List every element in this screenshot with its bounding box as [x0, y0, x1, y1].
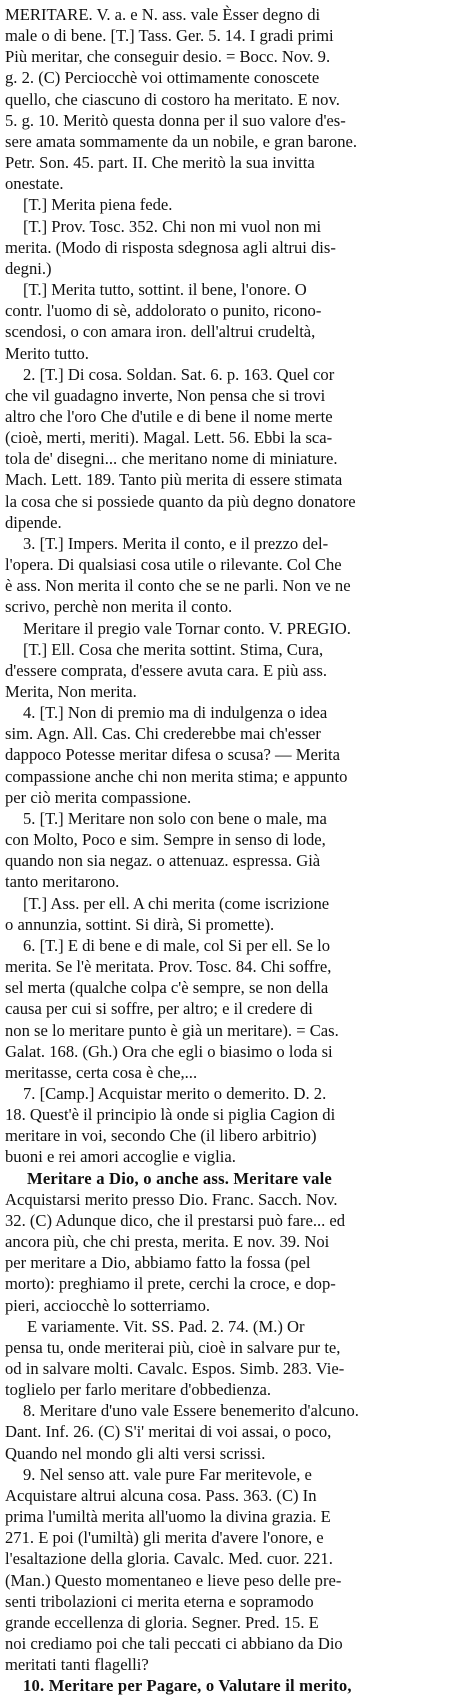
text-line: Merito tutto. [5, 343, 89, 363]
text-line: sel merta (qualche colpa c'è sempre, se non della [5, 978, 329, 998]
text-line: 6. [T.] E di bene e di male, col Si per ell. Se lo [23, 935, 331, 955]
text-line: ancora più, che chi presta, merita. E nov. 39. Noi [5, 1232, 330, 1252]
text-line: dipende. [5, 512, 62, 532]
text-line: meritasse, certa cosa è che,... [5, 1062, 198, 1082]
text-line: Meritare a Dio, o anche ass. Meritare vale [27, 1168, 332, 1188]
text-line: prima l'umiltà merita all'uomo la divina grazia. E [5, 1507, 331, 1527]
text-line: sere amata sommamente da un nobile, e gran barone. [5, 131, 358, 151]
text-line: con Molto, Poco e sim. Sempre in senso di lode, [5, 830, 326, 850]
text-line: meritati tanti flagelli? [5, 1655, 149, 1675]
text-line: noi crediamo poi che tali peccati ci abbiano da Dio [5, 1634, 343, 1654]
text-line: [T.] Ell. Cosa che merita sottint. Stima, Cura, [23, 639, 324, 659]
text-line: l'opera. Di qualsiasi cosa utile o rilevante. Col Che [5, 555, 342, 575]
text-line: MERITARE. V. a. e N. ass. vale Èsser degno di [5, 5, 321, 24]
text-line: 271. E poi (l'umiltà) gli merita d'avere l'onore, e [5, 1528, 324, 1548]
text-line: tanto meritarono. [5, 872, 120, 892]
text-line: quello, che ciascuno di costoro ha meritato. E nov. [5, 89, 340, 109]
text-line: 7. [Camp.] Acquistar merito o demerito. D. 2. [23, 1083, 327, 1103]
text-line: buoni e rei amori accoglie e viglia. [5, 1147, 236, 1167]
text-line: 5. g. 10. Meritò questa donna per il suo valore d'es- [5, 110, 346, 130]
text-line: od in salvare molti. Cavalc. Espos. Simb. 283. Vie- [5, 1359, 345, 1378]
text-line: per ciò merita compassione. [5, 787, 192, 807]
text-line: dappoco Potesse meritar difesa o scusa? — Merita [5, 745, 340, 765]
text-line: 4. [T.] Non di premio ma di indulgenza o idea [23, 703, 328, 723]
text-line: (cioè, merti, meriti). Magal. Lett. 56. Ebbi la sca- [5, 428, 333, 448]
text-line: male o di bene. [T.] Tass. Ger. 5. 14. I gradi primi [5, 26, 334, 46]
text-line: sim. Agn. All. Cas. Chi crederebbe mai ch'esser [5, 724, 321, 744]
text-line: contr. l'uomo di sè, addolorato o punito, ricono- [5, 301, 322, 321]
text-line: [T.] Merita tutto, sottint. il bene, l'onore. O [23, 280, 307, 300]
text-line: 32. (C) Adunque dico, che il prestarsi può fare... ed [5, 1210, 346, 1230]
text-line: Quando nel mondo gli alti versi scrissi. [5, 1443, 266, 1463]
text-line: 2. [T.] Di cosa. Soldan. Sat. 6. p. 163. Quel cor [23, 364, 335, 384]
text-line: l'esaltazione della gloria. Cavalc. Med. cuor. 221. [5, 1549, 333, 1569]
text-line: morto): preghiamo il prete, cerchi la croce, e dop- [5, 1274, 336, 1294]
text-line: Meritare il pregio vale Tornar conto. V. PREGIO. [23, 618, 351, 638]
text-line: Mach. Lett. 189. Tanto più merita di essere stimata [5, 470, 343, 490]
text-line: grande eccellenza di gloria. Segner. Pred. 15. E [5, 1612, 319, 1632]
text-line: Petr. Son. 45. part. II. Che meritò la sua invitta [5, 153, 315, 173]
text-line: non se lo meritare punto è già un meritare). = Cas. [5, 1020, 339, 1040]
text-line: (Man.) Questo momentaneo e lieve peso delle pre- [5, 1570, 342, 1590]
text-line: Dant. Inf. 26. (C) S'i' meritai di voi assai, o poco, [5, 1422, 332, 1442]
text-line: compassione anche chi non merita stima; e appunto [5, 766, 348, 786]
text-line: 10. Meritare per Pagare, o Valutare il merito, [23, 1676, 352, 1696]
text-line: senti tribolazioni ci merita eterna e sopramodo [5, 1591, 314, 1611]
text-line: per meritare a Dio, abbiamo fatto la fossa (pel [5, 1253, 311, 1273]
text-line: [T.] Merita piena fede. [23, 195, 173, 215]
text-line: causa per cui si soffre, per altro; e il credere di [5, 999, 313, 1019]
text-line: Galat. 168. (Gh.) Ora che egli o biasimo o loda si [5, 1041, 333, 1061]
text-line: pieri, acciocchè lo sotterriamo. [5, 1295, 211, 1315]
text-line: o annunzia, sottint. Si dirà, Si promette). [5, 914, 275, 934]
text-line: che vil guadagno inverte, Non pensa che si trovi [5, 385, 326, 405]
text-line: merita. (Modo di risposta sdegnosa agli altrui dis- [5, 237, 336, 257]
text-line: scendosi, o con amara iron. dell'altrui crudeltà, [5, 322, 316, 342]
text-line: la cosa che si possiede quanto da più degno donatore [5, 491, 356, 511]
text-line: altro che l'oro Che d'utile e di bene il nome merte [5, 406, 333, 426]
text-line: quando non sia negaz. o attenuaz. espressa. Già [5, 851, 321, 871]
text-line: 8. Meritare d'uno vale Essere benemerito d'alcuno. [23, 1401, 359, 1421]
text-line: meritare in voi, secondo Che (il libero arbitrio) [5, 1126, 317, 1146]
text-line: Merita, Non merita. [5, 682, 137, 701]
text-line: è ass. Non merita il conto che se ne parli. Non ve ne [5, 576, 351, 596]
text-line: 18. Quest'è il principio là onde si piglia Cagion di [5, 1105, 336, 1125]
text-line: E variamente. Vit. SS. Pad. 2. 74. (M.) Or [27, 1316, 305, 1336]
text-line: g. 2. (C) Perciocchè voi ottimamente conoscete [5, 68, 320, 88]
text-line: tola de' disegni... che meritano nome di miniature. [5, 449, 338, 469]
text-line: d'essere comprata, d'essere avuta cara. E più ass. [5, 660, 328, 680]
text-line: [T.] Ass. per ell. A chi merita (come iscrizione [23, 893, 330, 913]
text-line: scrivo, perchè non merita il conto. [5, 597, 233, 617]
text-line: degni.) [5, 258, 52, 278]
text-line: merita. Se l'è meritata. Prov. Tosc. 84. Chi soffre, [5, 957, 332, 977]
text-line: pensa tu, onde meriterai più, cioè in salvare pur te, [5, 1337, 341, 1357]
text-line: 5. [T.] Meritare non solo con bene o male, ma [23, 808, 327, 828]
text-line: onestate. [5, 174, 64, 194]
text-line: 3. [T.] Impers. Merita il conto, e il prezzo del- [23, 533, 329, 553]
text-line: toglielo per farlo meritare d'obbedienza. [5, 1380, 272, 1400]
text-line: [T.] Prov. Tosc. 352. Chi non mi vuol non mi [23, 216, 322, 236]
text-line: Più meritar, che conseguir desio. = Bocc. Nov. 9. [5, 47, 331, 67]
text-line: Acquistare altrui alcuna cosa. Pass. 363. (C) In [5, 1485, 317, 1505]
text-line: Acquistarsi merito presso Dio. Franc. Sacch. Nov. [5, 1189, 338, 1209]
text-line: 9. Nel senso att. vale pure Far meritevole, e [23, 1464, 312, 1484]
